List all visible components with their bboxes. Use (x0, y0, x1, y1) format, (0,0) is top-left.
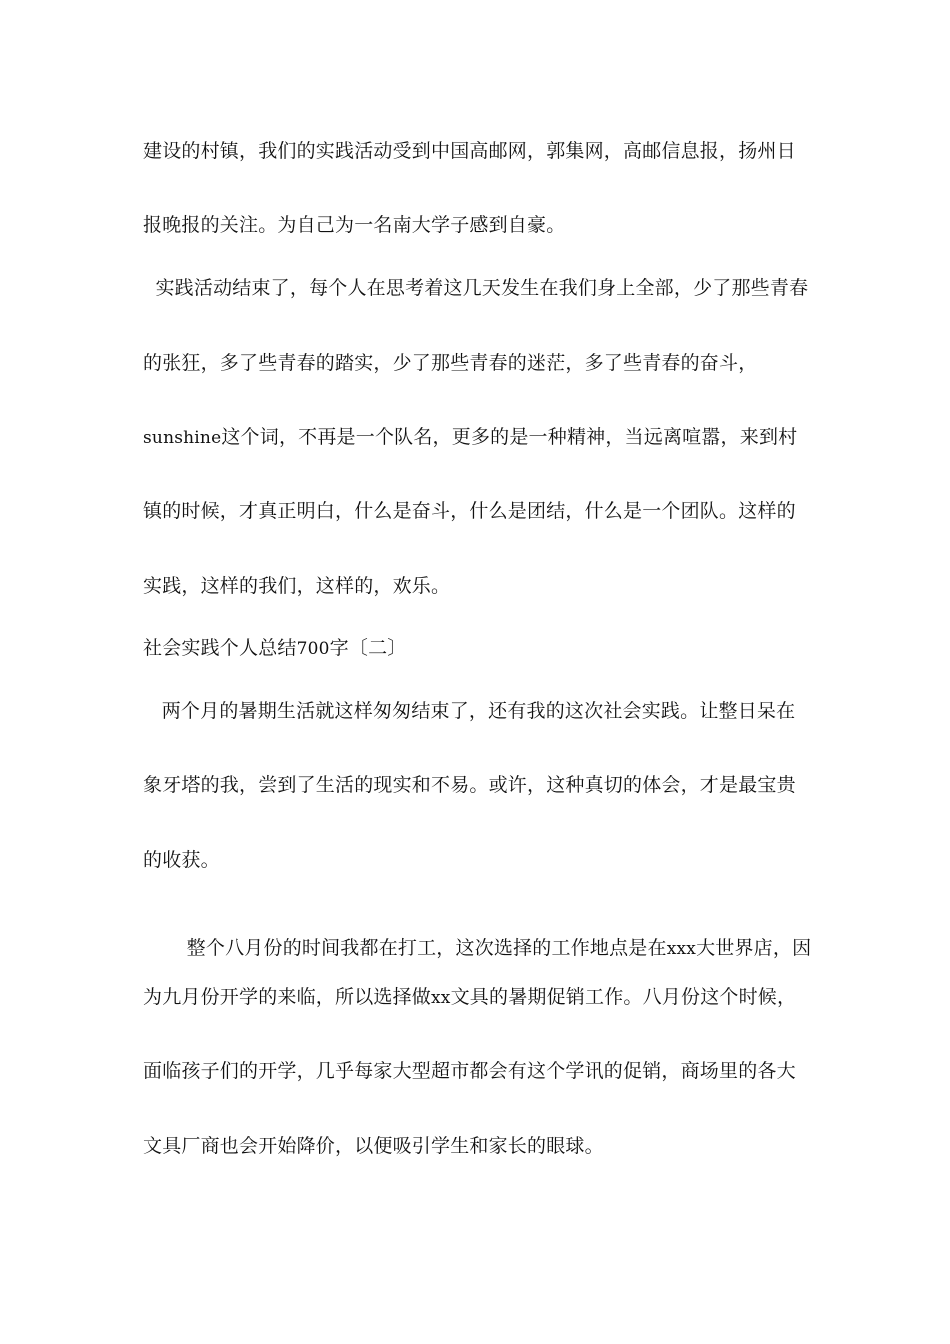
line-text: 整个八月份的时间我都在打工，这次选择的工作地点是在 (167, 937, 667, 959)
paragraph-line: 面临孩子们的开学，几乎每家大型超市都会有这个学讯的促销，商场里的各大 (143, 1060, 796, 1082)
paragraph-line: 实践活动结束了，每个人在思考着这几天发生在我们身上全部，少了那些青春 (143, 277, 809, 299)
line-text: 大世界店，因 (696, 937, 812, 959)
heading-text: 社会实践个人总结 (143, 637, 297, 659)
paragraph-line: 报晚报的关注。为自己为一名南大学子感到自豪。 (143, 214, 566, 236)
paragraph-line: 两个月的暑期生活就这样匆匆结束了，还有我的这次社会实践。让整日呆在 (143, 700, 796, 722)
placeholder-text: xx (431, 988, 451, 1008)
placeholder-text: xxx (666, 939, 697, 959)
line-text: 这个词，不再是一个队名，更多的是一种精神，当远离喧嚣，来到村 (221, 426, 798, 448)
paragraph-line (143, 909, 811, 988)
paragraph-line: 文具厂商也会开始降价，以便吸引学生和家长的眼球。 (143, 1135, 604, 1157)
section-heading (143, 635, 406, 662)
paragraph-line: 的张狂，多了些青春的踏实，少了那些青春的迷茫，多了些青春的奋斗， (143, 352, 758, 374)
paragraph-line: 镇的时候，才真正明白，什么是奋斗，什么是团结，什么是一个团队。这样的 (143, 500, 796, 522)
paragraph-line (143, 984, 796, 1011)
paragraph-line: 象牙塔的我，尝到了生活的现实和不易。或许，这种真切的体会，才是最宝贵 (143, 774, 796, 796)
paragraph-line: 实践，这样的我们，这样的，欢乐。 (143, 575, 451, 597)
paragraph-line: 的收获。 (143, 849, 220, 871)
paragraph-line (143, 424, 797, 451)
paragraph-line: 建设的村镇，我们的实践活动受到中国高邮网，郭集网，高邮信息报，扬州日 (143, 140, 796, 162)
latin-word: sunshine (143, 428, 222, 448)
heading-number: 700 (296, 639, 330, 659)
heading-text: 字〔二〕 (329, 637, 407, 659)
line-text: 为九月份开学的来临，所以选择做 (143, 986, 432, 1008)
line-text: 文具的暑期促销工作。八月份这个时候， (450, 986, 797, 1008)
